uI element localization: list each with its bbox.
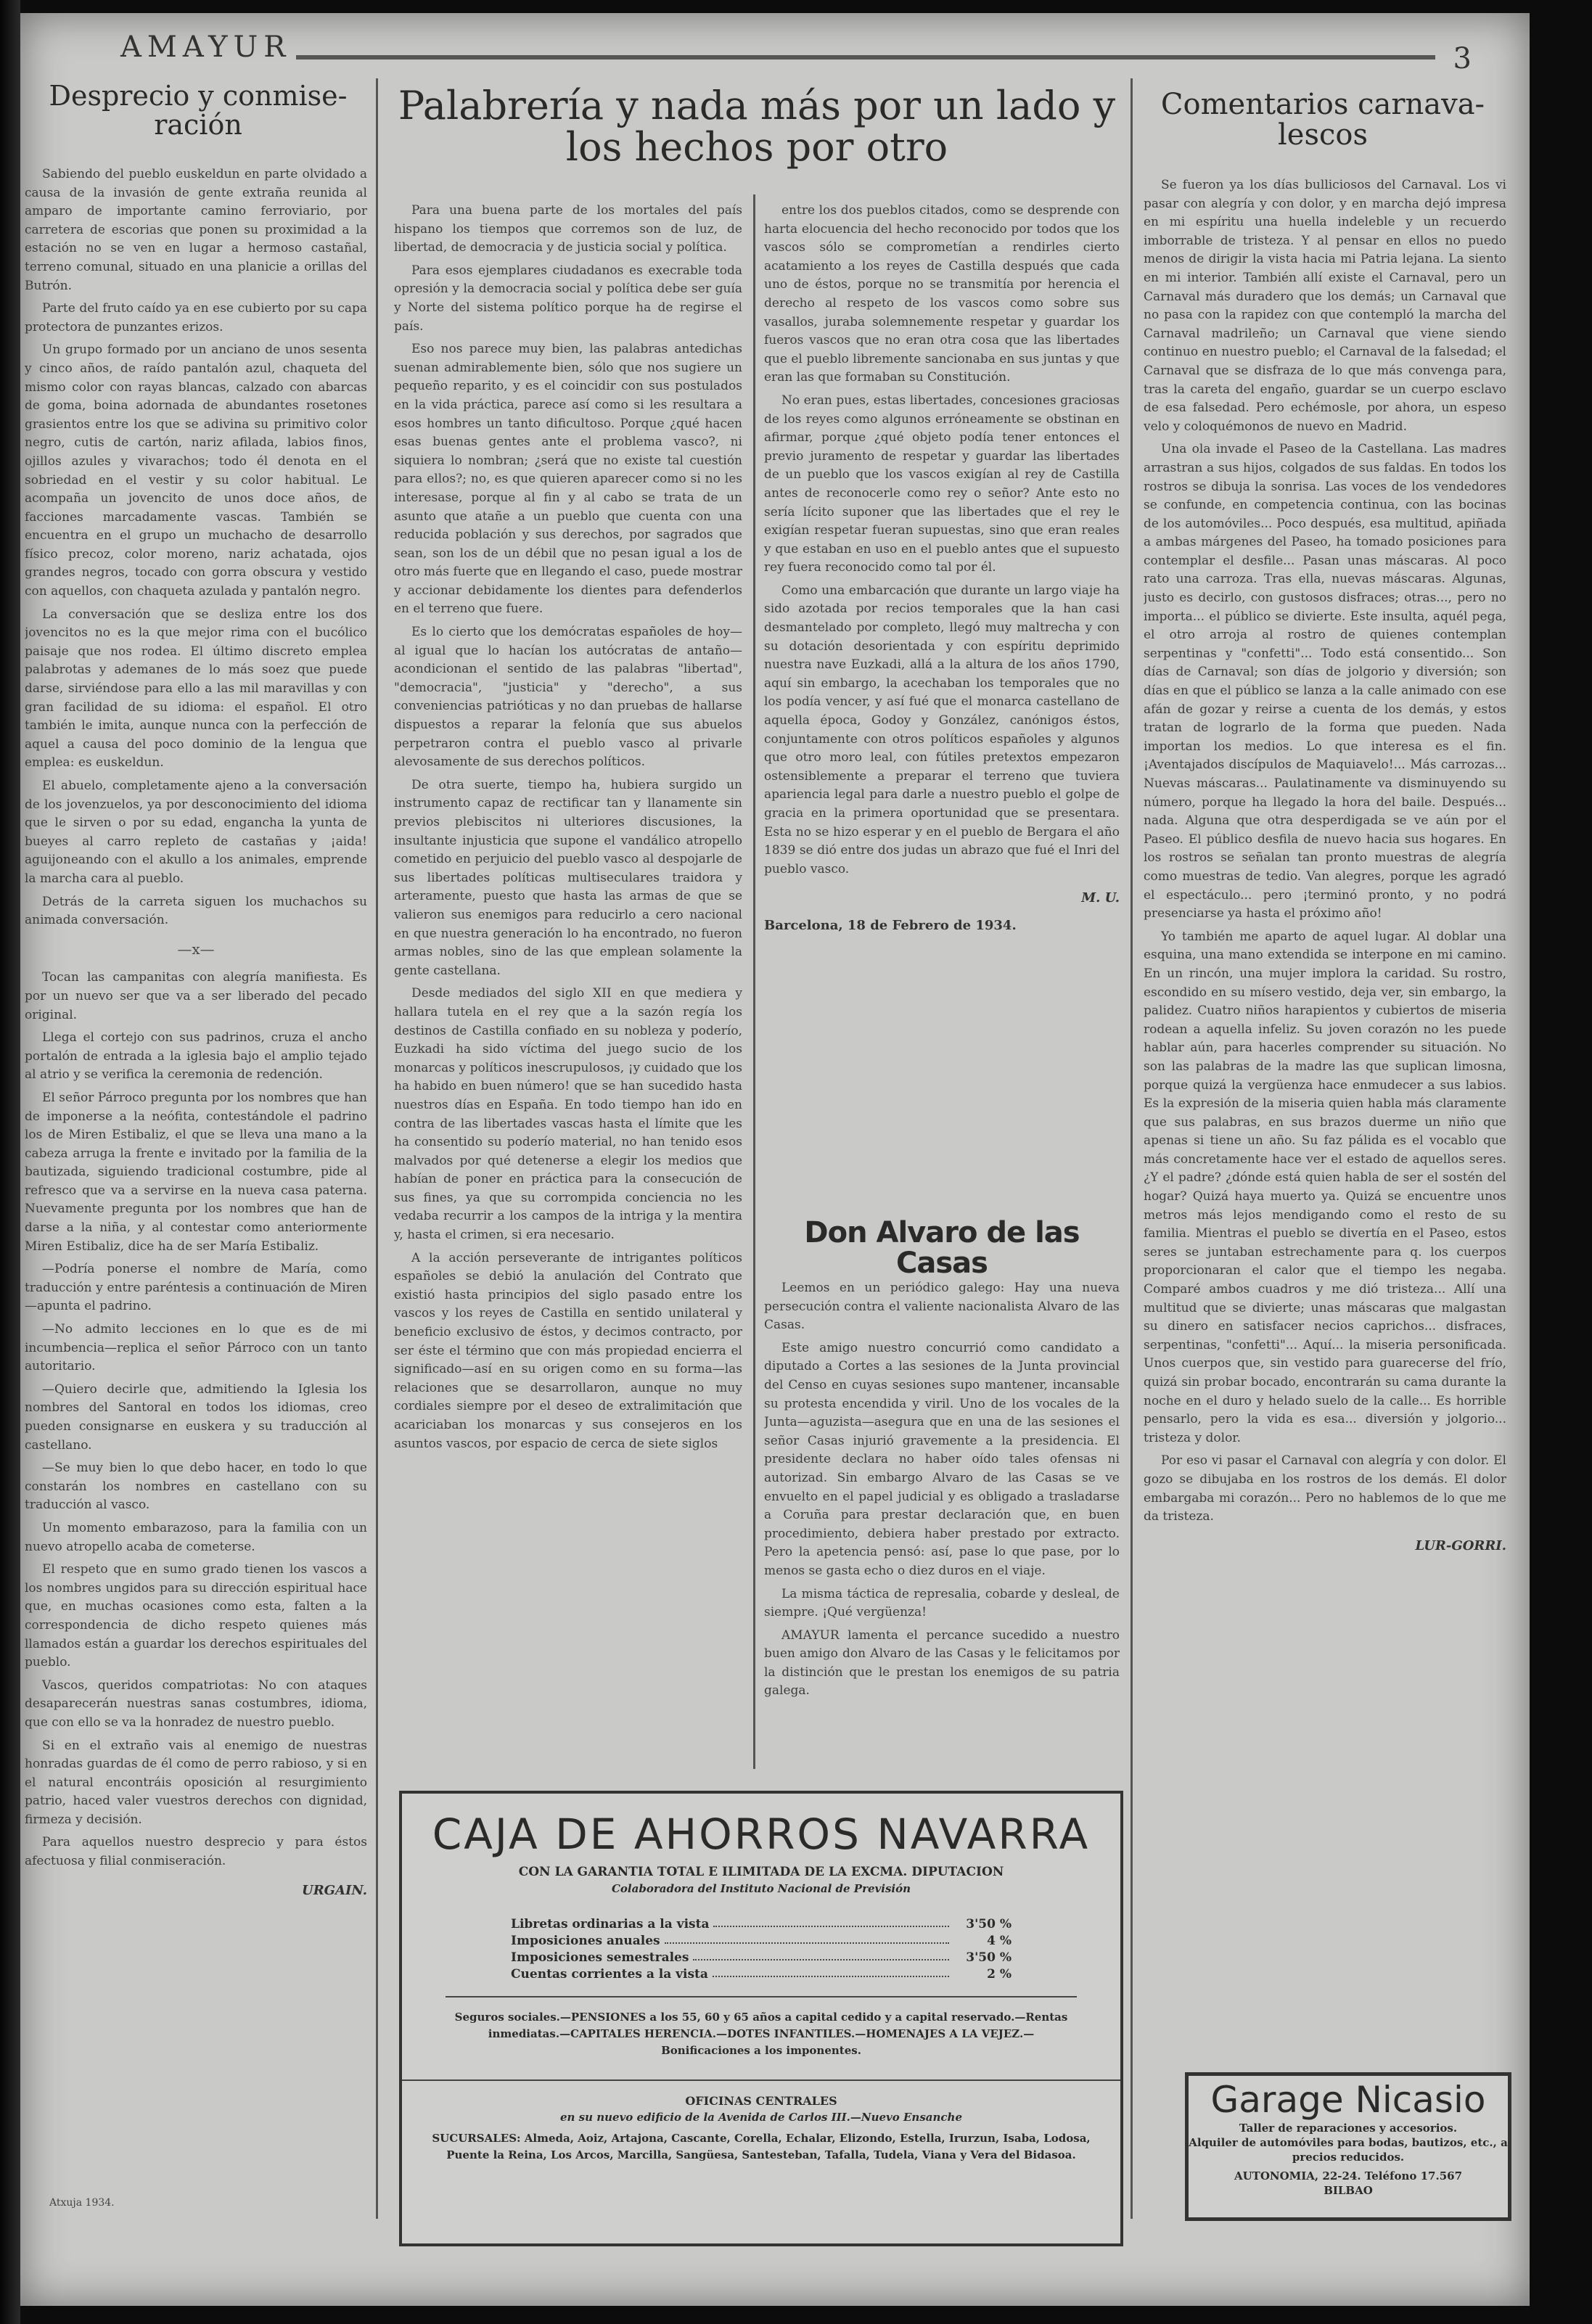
article-paragraph: La misma táctica de represalia, cobarde y desleal, de siempre. ¡Qué vergüenza!: [764, 1586, 1120, 1620]
column-rule-2: [1131, 78, 1133, 2219]
dot-leader: [665, 1934, 949, 1944]
article-paragraph: De otra suerte, tiempo ha, hubiera surgido un instrumento capaz de rectificar tan y llanamente sin previos plebiscitos ni ulteriores discusiones, la insultante injusticia que supone el vandálico atropello cometido en perjuicio del pueblo vasco al despojarle de sus libertades políticas multiseculares traidora y arteramente, puesto que hasta las armas de que se valieron sus enemigos para reducirlo a cero nacional en que nuestra generación lo ha encontrado, no fueron armas nobles, sino de las que emplean solamente la gente castellana.: [394, 777, 742, 978]
rate-row: [511, 1967, 1012, 1982]
caja-title: CAJA DE AHORROS NAVARRA: [432, 1810, 1091, 1859]
rate-value: 4 %: [987, 1934, 1012, 1948]
masthead-name: AMAYUR: [120, 30, 292, 64]
column-rule-1: [376, 78, 378, 2219]
article-paragraph: Como una embarcación que durante un largo viaje ha sido azotada por recios temporales que la han casi desmantelado por completo, llegó muy maltrecha y con su dotación desorientada y con espíritu deprimido nuestra nave Euzkadi, allá a la altura de los años 1790, aquí sin embargo, la acechaban los temporales que no los podía vencer, y así fué que el monarca castellano de aquella época, Godoy y González, canónigos éstos, conjuntamente con otros políticos españoles y algunos que otro moro leal, con fútiles pretextos empezaron ostensiblemente a preparar el terreno que tuviera apariencia legal para darle a nuestro pueblo el golpe de gracia en la primera oportunidad que se presentara. Esta no se hizo esperar y en el pueblo de Bergara el año 1839 se dió entre dos judas un abrazo que fué el Inri del pueblo vasco.: [764, 583, 1120, 876]
article-paragraph: Leemos en un periódico galego: Hay una nueva persecución contra el valiente nacionalista Alvaro de las Casas.: [764, 1281, 1120, 1333]
rate-row: [511, 1934, 1012, 1948]
article-paragraph: Una ola invade el Paseo de la Castellana. Las madres arrastran a sus hijos, colgados de sus faldas. En todos los rostros se dibuja la sonrisa. Las voces de los vendedores se confunde, en competencia continua, con las bocinas de los automóviles... Poco después, esa multitud, apiñada a ambas márgenes del Paseo, ha tomado posiciones para contemplar el desfile... Pasan unas máscaras. Al poco rato una carroza. Tras ella, nuevas máscaras. Algunas, justo es decirlo, con gustosos disfraces; otras..., pero no importa... el público se divierte. Este insulta, aquél pega, el otro arroja al rostro de quienes contemplan serpentinas y "confetti"... Todo está consentido... Son días de Carnaval; son días de jolgorio y diversión; son días en que el público se lanza a la calle animado con ese afán de gozar y reirse a cuenta de los demás, y estos tratan de lograrlo de la forma que pueden. Nada importan los medios. Lo que interesa es el fin. ¡Aventajados discípulos de Maquiavelo!... Más carrozas... Nuevas máscaras... Paulatinamente va disminuyendo su número, porque ha llegado la hora del baile. Después... nada. Alguna que otra desperdigada se ve aún por el Paseo. El público desfila de nuevo hacia sus hogares. En los rostros se señalan tan pronto muestras de alegría como muestras de tedio. Van alegres, porque les agradó el espectáculo... pero ¡terminó pronto, y no podrá presenciarse ya hasta el próximo año!: [1144, 442, 1506, 921]
rate-row: [511, 1950, 1012, 1965]
col2-headline: Palabrería y nada más por un lado y los hechos por otro: [398, 83, 1116, 170]
rate-value: 3'50 %: [966, 1917, 1012, 1931]
garage-nicasio-ad: [1185, 2072, 1511, 2221]
garage-line4: BILBAO: [1324, 2184, 1373, 2197]
article-paragraph: No eran pues, estas libertades, concesiones graciosas de los reyes como algunos erróneamente se obstinan en afirmar, porque ¿qué objeto podía tener entonces el previo juramento de respetar y guardar las libertades de un pueblo que los vascos exigían al rey de Castilla antes de reconocerle como rey o señor? Ante esto no sería lícito suponer que las libertades que el rey le exigían respetar fueran supuestas, sino que eran reales y que estaban en uso en el pueblo antes que el supuesto rey fuera reconocido como tal por él.: [764, 393, 1120, 575]
rate-label: Imposiciones semestrales: [511, 1950, 689, 1965]
page-number: 3: [1453, 42, 1472, 75]
article-paragraph: entre los dos pueblos citados, como se desprende con harta elocuencia del hecho reconocido por todos que los vascos sólo se comprometían a rendirles cierto acatamiento a los reyes de Castilla después que cada uno de éstos, porque no se transmitía por herencia el derecho al respeto de los vascos como sobre sus vasallos, juraba solemnemente respetar y guardar los fueros vascos que no eran otra cosa que las libertades que el pueblo libremente sancionaba en sus juntas y que eran las que formaban su Constitución.: [764, 203, 1120, 385]
dot-leader: [693, 1950, 949, 1960]
article-paragraph: —Podría ponerse el nombre de María, como traducción y entre paréntesis a continuación de Miren—apunta el padrino.: [25, 1262, 367, 1314]
col1-footer: Atxuja 1934.: [49, 2197, 115, 2209]
rate-label: Cuentas corrientes a la vista: [511, 1967, 708, 1982]
caja-ahorros-ad: [399, 1791, 1123, 2246]
caja-rates: [511, 1917, 1012, 1982]
col3-article: [1144, 176, 1506, 2034]
article-paragraph: Por eso vi pasar el Carnaval con alegría y con dolor. El gozo se dibujaba en los rostros de los demás. El dolor embargaba mi corazón... Pero no hablemos de lo que me da tristeza.: [1144, 1453, 1506, 1524]
page-edge-shadow: [0, 0, 20, 2324]
column-rule-inner: [753, 194, 755, 1769]
article-paragraph: La conversación que se desliza entre los dos jovencitos no es la que mejor rima con el bucólico paisaje que nos rodea. El último discreto emplea palabrotas y ademanes de lo más soez que puede darse, sirviéndose para ello a las mil maravillas y con gran facilidad de su idioma: el español. El otro también le imita, aunque nunca con la perfección de aquel a causa del poco dominio de la lengua que emplea: es euskeldun.: [25, 607, 367, 771]
article-paragraph: Vascos, queridos compatriotas: No con ataques desaparecerán nuestras sanas costumbres, idioma, que con ello se va la honradez de nuestro pueblo.: [25, 1678, 367, 1730]
article-paragraph: Se fueron ya los días bulliciosos del Carnaval. Los vi pasar con alegría y con dolor, y en marcha dejó impresa en mi espíritu una huella indeleble y un recuerdo imborrable de tristeza. Y al pensar en ellos no puedo menos de dirigir la vista hacia mi Patria lejana. La siento en mi interior. También allí existe el Carnaval, pero un Carnaval más duradero que los demás; un Carnaval que no pasa con la rapidez con que contempló la marcha del Carnaval madrileño; un Carnaval que viene siendo continuo en nuestro pueblo; el Carnaval de la falsedad; el Carnaval que se disfraza de lo que más convenga para, tras la careta del engaño, guardar se un cuerpo esclavo de esa falsedad. Pero echémosle, por ahora, un espeso velo y coloquémonos de nuevo en Madrid.: [1144, 178, 1506, 434]
rate-label: Libretas ordinarias a la vista: [511, 1917, 710, 1931]
caja-subtitle2: Colaboradora del Instituto Nacional de Previsión: [611, 1882, 911, 1895]
masthead-rule: [296, 55, 1435, 59]
rate-value: 3'50 %: [966, 1950, 1012, 1965]
article-paragraph: Un momento embarazoso, para la familia con un nuevo atropello acaba de cometerse.: [25, 1520, 367, 1554]
dot-leader: [713, 1967, 949, 1977]
article-paragraph: Tocan las campanitas con alegría manifiesta. Es por un nuevo ser que va a ser liberado del pecado original.: [25, 970, 367, 1022]
article-paragraph: Un grupo formado por un anciano de unos sesenta y cinco años, de raído pantalón azul, chaqueta del mismo color con rayas blancas, calzado con abarcas de goma, boina adornada de abundantes rosetones grasientos entre los que se adivina su primitivo color negro, cutis de cartón, nariz afilada, labios finos, ojillos azules y vivarachos; todo él denota en el sobriedad en el vestir y su color habitual. Le acompaña un jovencito de unos doce años, de facciones marcadamente vascas. También se encuentra en el grupo un muchacho de desarrollo físico precoz, color moreno, nariz achatada, ojos grandes negros, tocado con gorra obscura y vestido con aquellos, con chaqueta azulada y pantalón negro.: [25, 342, 367, 599]
garage-line3: AUTONOMIA, 22-24. Teléfono 17.567: [1234, 2169, 1463, 2183]
author-signature: LUR-GORRI.: [1415, 1537, 1506, 1553]
article-paragraph: —No admito lecciones en lo que es de mi incumbencia—replica el señor Párroco con un tanto autoritario.: [25, 1322, 367, 1374]
article-paragraph: —Se muy bien lo que debo hacer, en todo lo que constarán los nombres en castellano con su traducción al vasco.: [25, 1461, 367, 1513]
col1-article: [25, 165, 367, 2284]
article-paragraph: Llega el cortejo con sus padrinos, cruza el ancho portalón de entrada a la iglesia bajo el amplio tejado al atrio y se verifica la ceremonia de redención.: [25, 1030, 367, 1083]
article-paragraph: Para esos ejemplares ciudadanos es execrable toda opresión y la democracia social y política debe ser guía y Norte del sistema político porque ha de regirse el país.: [394, 263, 742, 334]
article-paragraph: Parte del fruto caído ya en ese cubierto por su capa protectora de punzantes erizos.: [25, 301, 367, 334]
alvaro-article: [764, 1279, 1120, 1780]
article-paragraph: Para aquellos nuestro desprecio y para éstos afectuosa y filial conmiseración.: [25, 1835, 367, 1869]
caja-subtitle: CON LA GARANTIA TOTAL E ILIMITADA DE LA EXCMA. DIPUTACION: [518, 1865, 1004, 1879]
author-initials: M. U.: [1081, 890, 1120, 906]
garage-line2: Alquiler de automóviles para bodas, bautizos, etc., a precios reducidos.: [1189, 2136, 1508, 2164]
article-paragraph: —Quiero decirle que, admitiendo la Iglesia los nombres del Santoral en todos los idiomas, creo pueden consignarse en euskera y su traducción al castellano.: [25, 1381, 367, 1453]
article-dateline: Barcelona, 18 de Febrero de 1934.: [764, 917, 1017, 933]
article-paragraph: Si en el extraño vais al enemigo de nuestras honradas guardas de él como de perro rabioso, y si en el natural encontráis oposición al resurgimiento patrio, haced valer vuestros derechos con dignidad, firmeza y decisión.: [25, 1738, 367, 1827]
col3-headline: Comentarios carnava-lescos: [1160, 88, 1485, 152]
section-separator: —x—: [177, 940, 215, 958]
garage-title: Garage Nicasio: [1210, 2079, 1486, 2121]
caja-services: Seguros sociales.—PENSIONES a los 55, 60 y 65 años a capital cedido y a capital reservado.—Rentas inmediatas.—CAPITALES HERENCIA.—DOTES INFANTILES.—HOMENAJES A LA VEJEZ.—Bonificaciones a los imponentes.: [446, 1996, 1077, 2059]
col2-article-right: [764, 202, 1120, 1181]
article-paragraph: El abuelo, completamente ajeno a la conversación de los jovenzuelos, ya por desconocimiento del idioma que le sirven o por su edad, engancha la yunta de bueyes al carro repleto de castañas y ¡aida! aguijoneando con el akullo a los animales, emprende la marcha cara al pueblo.: [25, 779, 367, 886]
article-paragraph: Detrás de la carreta siguen los muchachos su animada conversación.: [25, 894, 367, 928]
article-paragraph: AMAYUR lamenta el percance sucedido a nuestro buen amigo don Alvaro de las Casas y le felicitamos por la distinción que le prestan los enemigos de su patria galega.: [764, 1627, 1120, 1699]
col2-article-left: [394, 202, 742, 1776]
article-paragraph: Es lo cierto que los demócratas españoles de hoy—al igual que lo hacían los autócratas de antaño—acondicionan el sentido de las palabras "libertad", "democracia", "justicia" y "derecho", a sus conveniencias patrióticas y no dan pruebas de hallarse dispuestos a reparar la felonía que sus abuelos perpetraron contra el pueblo vasco al privarle alevosamente de sus derechos políticos.: [394, 625, 742, 770]
article-paragraph: El señor Párroco pregunta por los nombres que han de imponerse a la neófita, contestándole el padrino los de Miren Estibaliz, el que se lleva una mano a la cabeza arruga la frente e invitado por la familia de la bautizada, siguiendo tradicional costumbre, pide al refresco que va a servirse en la nueva casa paterna. Nuevamente pregunta por los nombres que han de darse a la niña, y al contestar como anteriormente Miren Estibaliz, dice ha de ser María Estibaliz.: [25, 1090, 367, 1254]
article-paragraph: Este amigo nuestro concurrió como candidato a diputado a Cortes a las sesiones de la Junta provincial del Censo en cuyas sesiones supo mantener, incansable su protesta encendida y viril. Uno de los vocales de la Junta—aguzista—asegura que en una de las sesiones el señor Casas injurió gravemente a la presidencia. El presidente declara no haber oído tales ofensas ni autorizad. Sin embargo Alvaro de las Casas se ve envuelto en el papel judicial y es obligado a trasladarse a Coruña para prestar declaración que, en buen procedimiento, debiera haber prestado por extracto. Pero la apetencia pensó: así, pase lo que pase, por lo menos se gasta echo o diez duros en el viaje.: [764, 1340, 1120, 1578]
article-paragraph: Sabiendo del pueblo euskeldun en parte olvidado a causa de la invasión de gente extraña reunida al amparo de importante camino ferroviario, por carretera de escorias que ponen su proximidad a la estación no se ven en lugar a hermoso castañal, terreno comunal, situado en una planicie a orillas del Butrón.: [25, 167, 367, 293]
article-paragraph: El respeto que en sumo grado tienen los vascos a los nombres ungidos para su dirección espiritual hace que, en muchas ocasiones como esta, falten a la correspondencia de dicho respeto quienes más llamados están a guardar los derechos espirituales del pueblo.: [25, 1562, 367, 1670]
caja-offices-title: OFICINAS CENTRALES: [402, 2079, 1120, 2109]
alvaro-headline: Don Alvaro de las Casas: [804, 1216, 1080, 1280]
caja-branches: SUCURSALES: Almeda, Aoiz, Artajona, Cascante, Corella, Echalar, Elizondo, Estella, Irurzun, Isaba, Lodosa, Puente la Reina, Los Arcos, Marcilla, Sangüesa, Santesteban, Tafalla, Tudela, Viana y Vera del Bidasoa.: [432, 2132, 1091, 2161]
col1-headline: Desprecio y conmise-ración: [49, 80, 348, 141]
rate-label: Imposiciones anuales: [511, 1934, 660, 1948]
article-paragraph: Eso nos parece muy bien, las palabras antedichas suenan admirablemente bien, sólo que nos sugiere un pequeño reparito, y es el coincidir con sus postulados en la vida práctica, parece así como si les resultara a esos hombres un tanto dificultoso. Porque ¿qué hacen esas buenas gentes ante el problema vasco?, ni siquiera lo nombran; ¿será que no existe tal cuestión para ellos?; no, es que quieren aparecer como si no les interesase, porque al fin y al cabo se trata de un asunto que atañe a un pueblo que cuenta con una reducida población y sus derechos, por sagrados que sean, son los de un débil que no pesan igual a los de otro más fuerte que en llegando el caso, puede mostrar y accionar debidamente los dientes para defenderlos en el terreno que fuere.: [394, 342, 742, 617]
rate-value: 2 %: [987, 1967, 1012, 1982]
caja-offices-address: en su nuevo edificio de la Avenida de Carlos III.—Nuevo Ensanche: [559, 2111, 962, 2124]
newspaper-page: [20, 13, 1530, 2306]
article-paragraph: A la acción perseverante de intrigantes políticos españoles se debió la anulación del Contrato que existió hasta principios del siglo pasado entre los vascos y los reyes de Castilla en sentido unilateral y beneficio exclusivo de éstos, y decimos contracto, por ser éste el término que con más propiedad encierra el significado—así en su origen como en su forma—las relaciones que se desarrollaron, aunque no muy cordiales siempre por el deseo de extralimitación que acariciaban los monarcas y sus consejeros en los asuntos vascos, por espacio de cerca de siete siglos: [394, 1250, 742, 1451]
article-paragraph: Yo también me aparto de aquel lugar. Al doblar una esquina, una mano extendida se interpone en mi camino. En un rincón, una mujer implora la caridad. Su rostro, escondido en su mísero vestido, deja ver, sin embargo, la palidez. Cuatro niños harapientos y cubiertos de miseria rodean a aquella infeliz. Su joven corazón no les puede hablar aún, para hacerles comprender su situación. No son las palabras de la madre las que suplican limosna, porque quizá la vergüenza hace enmudecer a sus labios. Es la expresión de la miseria quien habla más claramente que sus palabras, en sus brazos duerme un niño que apenas si tiene un año. Su faz pálida es el vocablo que más concretamente hace ver el estado de aquellos seres. ¿Y el padre? ¿dónde está quien habla de ser el sostén del hogar? Quizá haya muerto ya. Quizá se encuentre unos metros más lejos mendigando como el resto de su familia. Mientras el pueblo se divertía en el Paseo, estos seres se juntaban estrechamente para q. los cuerpos proporcionaran el calor que el tiempo les negaba. Comparé ambos cuadros y me dió tristeza... Allí una multitud que se divierte; unas máscaras que malgastan su dinero en satisfacer necios caprichos... disfraces, serpentinas, "confetti"... Aquí... la miseria personificada. Unos cuerpos que, sin vestido para guarecerse del frío, quizá sin probar bocado, encontrarán su cama durante la noche en el duro y helado suelo de la calle... Es horrible pensarlo, pero la vida es esa... diversión y jolgorio... tristeza y dolor.: [1144, 929, 1506, 1445]
dot-leader: [713, 1917, 949, 1927]
article-paragraph: Desde mediados del siglo XII en que mediera y hallara tutela en el rey que a la sazón regía los destinos de Castilla confiado en su nobleza y poderío, Euzkadi ha sido víctima del juego sucio de los monarcas y políticos inescrupulosos, ¡y cuidado que los ha habido en buen número! que se han sucedido hasta nuestros días en España. En todo tiempo han ido en contra de las libertades vascas hasta el límite que les ha consentido su poderío material, no han tenido esos malvados por qué detenerse a elegir los medios que habían de poner en práctica para la consecución de sus fines, ya que su corrompida conciencia no les vedaba recurrir a los campos de la intriga y la mentira y, hasta el crimen, si era necesario.: [394, 986, 742, 1243]
rate-row: [511, 1917, 1012, 1931]
author-signature: URGAIN.: [302, 1882, 367, 1898]
article-paragraph: Para una buena parte de los mortales del país hispano los tiempos que corremos son de luz, de libertad, de democracia y de justicia social y política.: [394, 203, 742, 255]
garage-line1: Taller de reparaciones y accesorios.: [1239, 2122, 1458, 2135]
